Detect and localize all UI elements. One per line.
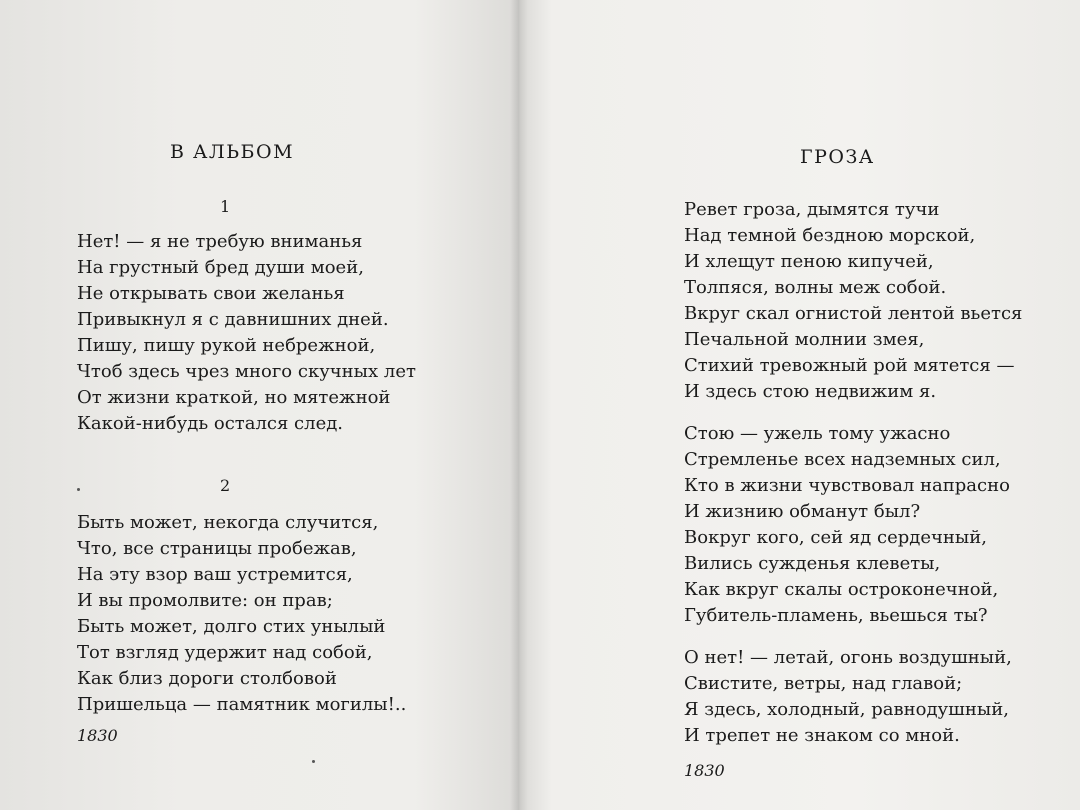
poem-line: Вились сужденья клеветы, xyxy=(684,553,941,574)
poem-line: Губитель-пламень, вьешься ты? xyxy=(684,605,988,626)
poem-line: Толпяся, волны меж собой. xyxy=(684,277,947,298)
poem-line: От жизни краткой, но мятежной xyxy=(77,387,391,408)
poem-line: Стихий тревожный рой мятется — xyxy=(684,355,1015,376)
poem-title-right: ГРОЗА xyxy=(800,146,875,168)
stanza-right-1 xyxy=(684,197,1022,405)
poem-line: Кто в жизни чувствовал напрасно xyxy=(684,475,1010,496)
book-gutter xyxy=(510,0,528,810)
poem-line: Пишу, пишу рукой небрежной, xyxy=(77,335,376,356)
stray-dot xyxy=(312,760,315,763)
poem-line: На эту взор ваш устремится, xyxy=(77,564,353,585)
poem-line: Свистите, ветры, над главой; xyxy=(684,673,963,694)
poem-line: Вкруг скал огнистой лентой вьется xyxy=(684,303,1023,324)
poem-year-left: 1830 xyxy=(77,726,118,745)
poem-line: Как вкруг скалы остроконечной, xyxy=(684,579,999,600)
poem-line: Печальной молнии змея, xyxy=(684,329,925,350)
stanza-right-2 xyxy=(684,421,1010,629)
poem-line: О нет! — летай, огонь воздушный, xyxy=(684,647,1012,668)
poem-line: Стою — ужель тому ужасно xyxy=(684,423,951,444)
poem-line: Что, все страницы пробежав, xyxy=(77,538,357,559)
poem-line: И здесь стою недвижим я. xyxy=(684,381,937,402)
section-number: 2 xyxy=(220,476,231,495)
section-number: 1 xyxy=(220,197,231,216)
poem-line: Я здесь, холодный, равнодушный, xyxy=(684,699,1009,720)
poem-line: Быть может, долго стих унылый xyxy=(77,616,386,637)
poem-line: Тот взгляд удержит над собой, xyxy=(77,642,373,663)
stanza-left-2 xyxy=(77,510,406,718)
poem-line: Не открывать свои желанья xyxy=(77,283,345,304)
poem-line: На грустный бред души моей, xyxy=(77,257,364,278)
poem-line: Быть может, некогда случится, xyxy=(77,512,379,533)
poem-line: И вы промолвите: он прав; xyxy=(77,590,333,611)
poem-line: Нет! — я не требую вниманья xyxy=(77,231,363,252)
stanza-right-3 xyxy=(684,645,1012,749)
poem-line: Вокруг кого, сей яд сердечный, xyxy=(684,527,987,548)
right-page xyxy=(518,0,1080,810)
poem-line: Ревет гроза, дымятся тучи xyxy=(684,199,940,220)
poem-title-left: В АЛЬБОМ xyxy=(170,141,295,163)
poem-line: Какой-нибудь остался след. xyxy=(77,413,344,434)
left-page xyxy=(0,0,518,810)
poem-line: И жизнию обманут был? xyxy=(684,501,921,522)
poem-line: Над темной бездною морской, xyxy=(684,225,976,246)
poem-line: И хлещут пеною кипучей, xyxy=(684,251,934,272)
poem-line: Привыкнул я с давнишних дней. xyxy=(77,309,389,330)
poem-year-right: 1830 xyxy=(684,761,725,780)
stray-dot xyxy=(77,488,80,491)
poem-line: Пришельца — памятник могилы!.. xyxy=(77,694,407,715)
poem-line: Стремленье всех надземных сил, xyxy=(684,449,1001,470)
poem-line: Как близ дороги столбовой xyxy=(77,668,337,689)
stanza-left-1 xyxy=(77,229,416,437)
poem-line: Чтоб здесь чрез много скучных лет xyxy=(77,361,416,382)
poem-line: И трепет не знаком со мной. xyxy=(684,725,960,746)
